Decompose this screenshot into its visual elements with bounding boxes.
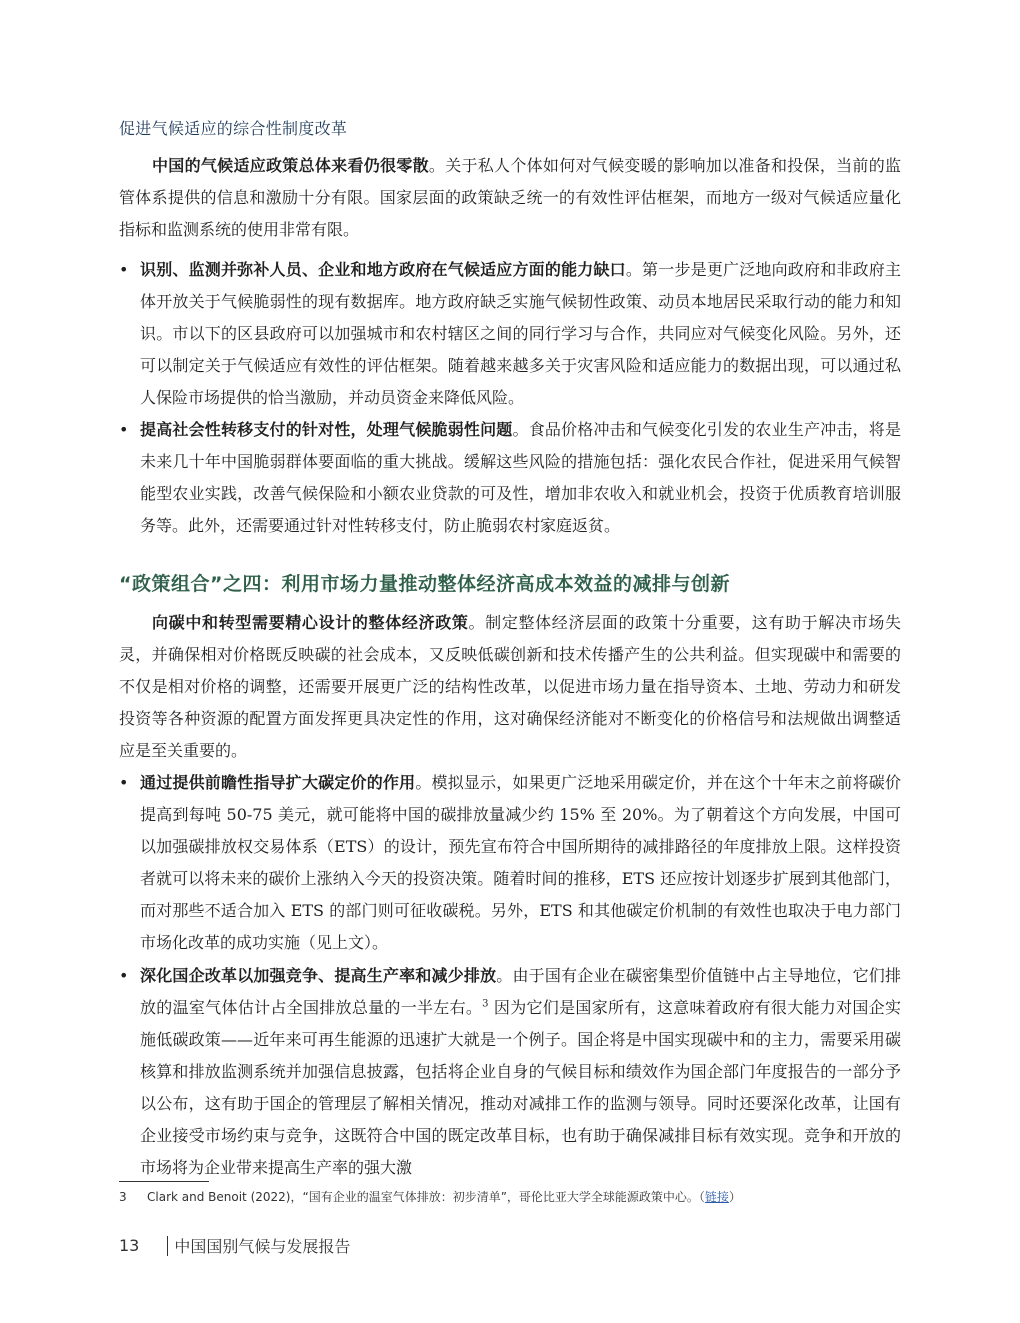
footnote-divider <box>119 1181 209 1182</box>
list-item-lead: 提高社会性转移支付的针对性，处理气候脆弱性问题 <box>140 420 513 439</box>
paragraph-body: 。关于私人个体如何对气候变暖的影响加以准备和投保，当前的监管体系提供的信息和激励十分有限。国家层面的政策缺乏统一的有效性评估框架，而地方一级对气候适应量化指标和监测系统的使用非常有限。 <box>119 156 901 239</box>
footnote-link[interactable]: 链接 <box>704 1190 729 1204</box>
list-item-lead: 通过提供前瞻性指导扩大碳定价的作用 <box>140 773 416 792</box>
list-item-body-continued: 因为它们是国家所有，这意味着政府有很大能力对国企实施低碳政策——近年来可再生能源的迅速扩大就是一个例子。国企将是中国实现碳中和的主力，需要采用碳核算和排放监测系统并加强信息披露，包括将企业自身的气候目标和绩效作为国企部门年度报告的一部分予以公布，这有助于国企的管理层了解相关情况，推动对减排工作的监测与领导。同时还要深化改革，让国有企业接受市场约束与竞争，这既符合中国的既定改革目标，也有助于确保减排目标有效实现。竞争和开放的市场将为企业带来提高生产率的强大激 <box>140 998 901 1177</box>
paragraph-policy <box>119 607 901 767</box>
list-item-lead: 识别、监测并弥补人员、企业和地方政府在气候适应方面的能力缺口 <box>140 260 626 279</box>
paragraph-lead: 向碳中和转型需要精心设计的整体经济政策 <box>152 613 469 632</box>
list-item-lead: 深化国企改革以加强竞争、提高生产率和减少排放 <box>140 966 497 985</box>
list-item-body: 。食品价格冲击和气候变化引发的农业生产冲击，将是未来几十年中国脆弱群体要面临的重大挑战。缓解这些风险的措施包括：强化农民合作社，促进采用气候智能型农业实践，改善气候保险和小额农业贷款的可及性，增加非农收入和就业机会，投资于优质教育培训服务等。此外，还需要通过针对性转移支付，防止脆弱农村家庭返贫。 <box>140 420 901 535</box>
footnote-text: Clark and Benoit (2022)，“国有企业的温室气体排放：初步清单”，哥伦比亚大学全球能源政策中心。（ <box>147 1190 705 1204</box>
section-title: “政策组合”之四：利用市场力量推动整体经济高成本效益的减排与创新 <box>119 573 730 595</box>
paragraph-intro <box>119 150 901 246</box>
page-footer <box>119 1234 350 1257</box>
list-item-body: 。第一步是更广泛地向政府和非政府主体开放关于气候脆弱性的现有数据库。地方政府缺乏实施气候韧性政策、动员本地居民采取行动的能力和知识。市以下的区县政府可以加强城市和农村辖区之间的同行学习与合作，共同应对气候变化风险。另外，还可以制定关于气候适应有效性的评估框架。随着越来越多关于灾害风险和适应能力的数据出现，可以通过私人保险市场提供的恰当激励，并动员资金来降低风险。 <box>140 260 901 407</box>
footnote-number: 3 <box>119 1190 127 1204</box>
bullet-icon: • <box>119 773 129 792</box>
footnote-close: ） <box>728 1190 741 1204</box>
list-item <box>119 414 901 542</box>
list-item-body: 。模拟显示，如果更广泛地采用碳定价，并在这个十年末之前将碳价提高到每吨 50-75 美元，就可能将中国的碳排放量减少约 15% 至 20%。为了朝着这个方向发展，中国可以加强碳排放权交易体系（ETS）的设计，预先宣布符合中国所期待的减排路径的年度排放上限。这样投资者就可以将未来的碳价上涨纳入今天的投资决策。随着时间的推移，ETS 还应按计划逐步扩展到其他部门，而对那些不适合加入 ETS 的部门则可征收碳税。另外，ETS 和其他碳定价机制的有效性也取决于电力部门市场化改革的成功实施（见上文）。 <box>140 773 901 952</box>
list-item <box>119 254 901 414</box>
list-item-body: 。由于国有企业在碳密集型价值链中占主导地位，它们排放的温室气体估计占全国排放总量的一半左右。 <box>140 966 901 1017</box>
subheading: 促进气候适应的综合性制度改革 <box>119 119 348 138</box>
page-number: 13 <box>119 1236 140 1255</box>
footer-divider <box>167 1236 168 1256</box>
footnote-reference[interactable]: 3 <box>482 998 489 1010</box>
paragraph-lead: 中国的气候适应政策总体来看仍很零散 <box>152 156 429 175</box>
bullet-icon: • <box>119 966 129 985</box>
bullet-icon: • <box>119 260 129 279</box>
report-title: 中国国别气候与发展报告 <box>174 1237 351 1256</box>
footnote <box>119 1188 741 1205</box>
list-item <box>119 767 901 959</box>
list-item <box>119 960 901 1184</box>
paragraph-body: 。制定整体经济层面的政策十分重要，这有助于解决市场失灵，并确保相对价格既反映碳的社会成本，又反映低碳创新和技术传播产生的公共利益。但实现碳中和需要的不仅是相对价格的调整，还需要开展更广泛的结构性改革，以促进市场力量在指导资本、土地、劳动力和研发投资等各种资源的配置方面发挥更具决定性的作用，这对确保经济能对不断变化的价格信号和法规做出调整适应是至关重要的。 <box>119 613 901 760</box>
bullet-icon: • <box>119 420 129 439</box>
